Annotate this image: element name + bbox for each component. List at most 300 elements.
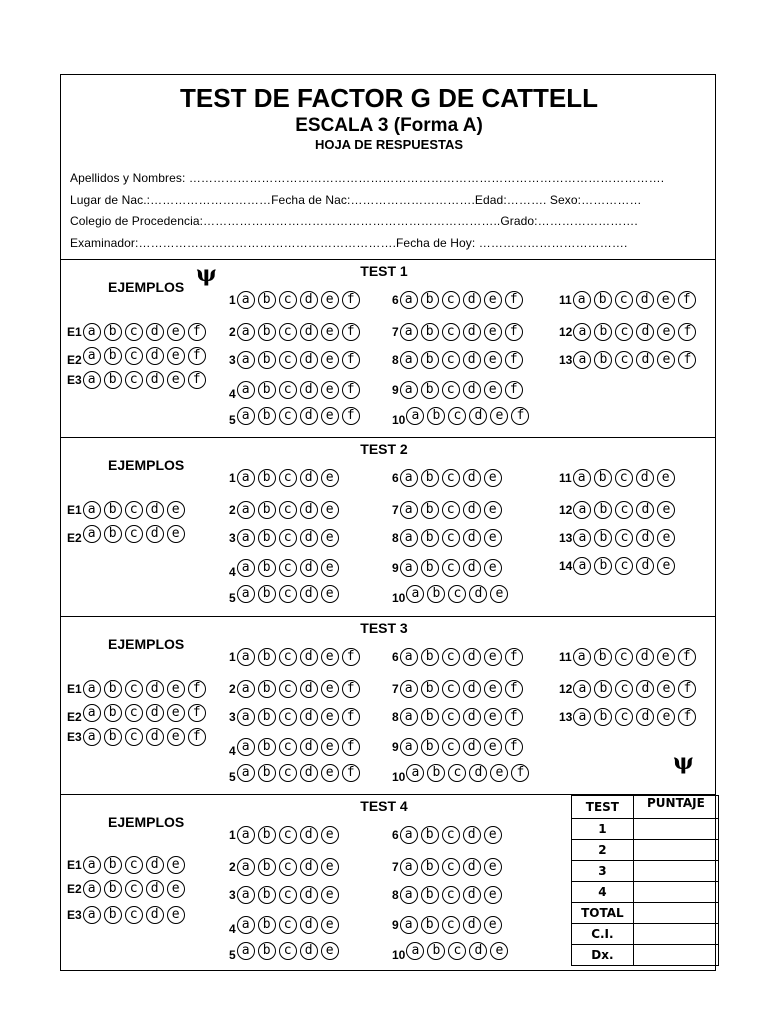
option-bubble[interactable]: e <box>321 826 339 844</box>
option-bubble[interactable]: e <box>490 407 508 425</box>
option-bubble[interactable]: d <box>146 704 164 722</box>
option-bubble[interactable]: b <box>421 559 439 577</box>
option-bubble[interactable]: f <box>342 764 360 782</box>
option-bubble[interactable]: e <box>657 708 675 726</box>
option-bubble[interactable]: e <box>490 585 508 603</box>
option-bubble[interactable]: b <box>594 648 612 666</box>
option-bubble[interactable]: e <box>321 858 339 876</box>
option-bubble[interactable]: c <box>615 680 633 698</box>
option-bubble[interactable]: d <box>146 525 164 543</box>
option-bubble[interactable]: c <box>279 469 297 487</box>
option-bubble[interactable]: d <box>463 738 481 756</box>
option-bubble[interactable]: b <box>421 858 439 876</box>
option-bubble[interactable]: a <box>83 728 101 746</box>
option-bubble[interactable]: e <box>657 469 675 487</box>
option-bubble[interactable]: b <box>258 942 276 960</box>
option-bubble[interactable]: d <box>300 826 318 844</box>
option-bubble[interactable]: c <box>279 559 297 577</box>
option-bubble[interactable]: b <box>258 648 276 666</box>
option-bubble[interactable]: c <box>279 351 297 369</box>
option-bubble[interactable]: e <box>167 501 185 519</box>
option-bubble[interactable]: f <box>342 648 360 666</box>
option-bubble[interactable]: b <box>258 680 276 698</box>
option-bubble[interactable]: c <box>125 680 143 698</box>
option-bubble[interactable]: c <box>615 351 633 369</box>
option-bubble[interactable]: d <box>636 648 654 666</box>
option-bubble[interactable]: a <box>83 371 101 389</box>
option-bubble[interactable]: e <box>484 708 502 726</box>
option-bubble[interactable]: b <box>258 559 276 577</box>
option-bubble[interactable]: b <box>258 323 276 341</box>
option-bubble[interactable]: a <box>400 648 418 666</box>
option-bubble[interactable]: e <box>321 680 339 698</box>
option-bubble[interactable]: a <box>400 501 418 519</box>
option-bubble[interactable]: f <box>678 351 696 369</box>
option-bubble[interactable]: c <box>615 648 633 666</box>
option-bubble[interactable]: e <box>167 680 185 698</box>
option-bubble[interactable]: a <box>400 291 418 309</box>
option-bubble[interactable]: c <box>279 708 297 726</box>
option-bubble[interactable]: b <box>421 381 439 399</box>
option-bubble[interactable]: e <box>484 738 502 756</box>
score-cell[interactable] <box>633 819 718 840</box>
option-bubble[interactable]: d <box>636 351 654 369</box>
option-bubble[interactable]: c <box>442 708 460 726</box>
field-examinador-fecha-hoy[interactable]: Examinador:……………………………………………………….Fecha de Hoy: ………………………………. <box>70 236 628 250</box>
option-bubble[interactable]: d <box>300 323 318 341</box>
option-bubble[interactable]: d <box>463 559 481 577</box>
option-bubble[interactable]: a <box>237 708 255 726</box>
option-bubble[interactable]: d <box>300 708 318 726</box>
option-bubble[interactable]: e <box>490 942 508 960</box>
option-bubble[interactable]: f <box>342 381 360 399</box>
option-bubble[interactable]: f <box>505 323 523 341</box>
option-bubble[interactable]: d <box>463 351 481 369</box>
option-bubble[interactable]: a <box>237 826 255 844</box>
option-bubble[interactable]: c <box>279 501 297 519</box>
option-bubble[interactable]: e <box>321 381 339 399</box>
option-bubble[interactable]: a <box>237 585 255 603</box>
score-cell[interactable] <box>633 882 718 903</box>
option-bubble[interactable]: f <box>678 323 696 341</box>
option-bubble[interactable]: b <box>421 529 439 547</box>
option-bubble[interactable]: f <box>511 764 529 782</box>
option-bubble[interactable]: b <box>594 469 612 487</box>
option-bubble[interactable]: c <box>279 381 297 399</box>
option-bubble[interactable]: f <box>505 381 523 399</box>
option-bubble[interactable]: b <box>104 906 122 924</box>
option-bubble[interactable]: b <box>258 886 276 904</box>
option-bubble[interactable]: f <box>188 371 206 389</box>
option-bubble[interactable]: f <box>505 708 523 726</box>
option-bubble[interactable]: d <box>463 886 481 904</box>
option-bubble[interactable]: c <box>442 559 460 577</box>
option-bubble[interactable]: e <box>321 585 339 603</box>
score-cell[interactable] <box>633 924 718 945</box>
option-bubble[interactable]: c <box>442 501 460 519</box>
option-bubble[interactable]: c <box>442 529 460 547</box>
option-bubble[interactable]: b <box>594 351 612 369</box>
option-bubble[interactable]: d <box>300 942 318 960</box>
option-bubble[interactable]: d <box>146 347 164 365</box>
option-bubble[interactable]: d <box>636 501 654 519</box>
option-bubble[interactable]: a <box>400 381 418 399</box>
option-bubble[interactable]: b <box>594 680 612 698</box>
option-bubble[interactable]: a <box>400 858 418 876</box>
option-bubble[interactable]: a <box>400 916 418 934</box>
option-bubble[interactable]: e <box>484 323 502 341</box>
option-bubble[interactable]: d <box>636 323 654 341</box>
option-bubble[interactable]: e <box>484 381 502 399</box>
option-bubble[interactable]: d <box>300 585 318 603</box>
option-bubble[interactable]: b <box>258 708 276 726</box>
option-bubble[interactable]: c <box>279 323 297 341</box>
option-bubble[interactable]: a <box>573 291 591 309</box>
option-bubble[interactable]: b <box>258 469 276 487</box>
option-bubble[interactable]: e <box>484 916 502 934</box>
option-bubble[interactable]: c <box>279 680 297 698</box>
option-bubble[interactable]: b <box>421 351 439 369</box>
option-bubble[interactable]: c <box>125 906 143 924</box>
option-bubble[interactable]: a <box>400 529 418 547</box>
option-bubble[interactable]: b <box>594 291 612 309</box>
option-bubble[interactable]: e <box>167 728 185 746</box>
option-bubble[interactable]: b <box>421 323 439 341</box>
option-bubble[interactable]: d <box>463 826 481 844</box>
option-bubble[interactable]: e <box>321 323 339 341</box>
option-bubble[interactable]: a <box>83 906 101 924</box>
option-bubble[interactable]: a <box>237 738 255 756</box>
option-bubble[interactable]: f <box>505 738 523 756</box>
option-bubble[interactable]: f <box>678 291 696 309</box>
option-bubble[interactable]: b <box>258 407 276 425</box>
option-bubble[interactable]: a <box>83 323 101 341</box>
option-bubble[interactable]: d <box>300 291 318 309</box>
option-bubble[interactable]: b <box>258 291 276 309</box>
option-bubble[interactable]: e <box>167 704 185 722</box>
option-bubble[interactable]: a <box>237 501 255 519</box>
option-bubble[interactable]: f <box>678 648 696 666</box>
option-bubble[interactable]: a <box>237 351 255 369</box>
option-bubble[interactable]: f <box>342 680 360 698</box>
option-bubble[interactable]: a <box>400 886 418 904</box>
field-colegio-grado[interactable]: Colegio de Procedencia:………………………………………………………………..Grado:……………………. <box>70 214 638 228</box>
field-apellidos-nombres[interactable]: Apellidos y Nombres: ………………………………………………………………………………………………………. <box>70 171 665 185</box>
option-bubble[interactable]: e <box>321 407 339 425</box>
option-bubble[interactable]: a <box>400 708 418 726</box>
option-bubble[interactable]: c <box>279 942 297 960</box>
option-bubble[interactable]: b <box>104 704 122 722</box>
option-bubble[interactable]: e <box>321 648 339 666</box>
option-bubble[interactable]: b <box>104 856 122 874</box>
option-bubble[interactable]: d <box>146 680 164 698</box>
option-bubble[interactable]: a <box>83 347 101 365</box>
option-bubble[interactable]: e <box>321 764 339 782</box>
option-bubble[interactable]: b <box>594 323 612 341</box>
option-bubble[interactable]: b <box>421 648 439 666</box>
option-bubble[interactable]: a <box>83 880 101 898</box>
option-bubble[interactable]: d <box>463 680 481 698</box>
option-bubble[interactable]: a <box>400 469 418 487</box>
option-bubble[interactable]: a <box>237 323 255 341</box>
option-bubble[interactable]: e <box>167 323 185 341</box>
option-bubble[interactable]: d <box>146 906 164 924</box>
option-bubble[interactable]: e <box>657 680 675 698</box>
option-bubble[interactable]: f <box>188 680 206 698</box>
option-bubble[interactable]: c <box>279 738 297 756</box>
option-bubble[interactable]: e <box>167 371 185 389</box>
option-bubble[interactable]: d <box>300 501 318 519</box>
option-bubble[interactable]: c <box>442 826 460 844</box>
option-bubble[interactable]: e <box>321 291 339 309</box>
option-bubble[interactable]: c <box>125 347 143 365</box>
option-bubble[interactable]: a <box>237 680 255 698</box>
option-bubble[interactable]: c <box>615 501 633 519</box>
option-bubble[interactable]: e <box>484 351 502 369</box>
option-bubble[interactable]: a <box>83 704 101 722</box>
score-cell[interactable] <box>633 840 718 861</box>
option-bubble[interactable]: a <box>237 529 255 547</box>
option-bubble[interactable]: a <box>237 858 255 876</box>
option-bubble[interactable]: b <box>594 501 612 519</box>
option-bubble[interactable]: a <box>237 291 255 309</box>
option-bubble[interactable]: a <box>573 501 591 519</box>
option-bubble[interactable]: d <box>463 916 481 934</box>
option-bubble[interactable]: b <box>258 826 276 844</box>
option-bubble[interactable]: b <box>104 680 122 698</box>
option-bubble[interactable]: a <box>573 680 591 698</box>
score-cell[interactable] <box>633 903 718 924</box>
option-bubble[interactable]: f <box>505 291 523 309</box>
option-bubble[interactable]: c <box>279 826 297 844</box>
option-bubble[interactable]: c <box>442 648 460 666</box>
option-bubble[interactable]: e <box>657 529 675 547</box>
option-bubble[interactable]: b <box>104 525 122 543</box>
option-bubble[interactable]: c <box>615 323 633 341</box>
option-bubble[interactable]: a <box>83 680 101 698</box>
option-bubble[interactable]: d <box>300 529 318 547</box>
option-bubble[interactable]: c <box>279 291 297 309</box>
option-bubble[interactable]: c <box>448 407 466 425</box>
option-bubble[interactable]: b <box>421 469 439 487</box>
option-bubble[interactable]: b <box>258 764 276 782</box>
option-bubble[interactable]: c <box>442 858 460 876</box>
option-bubble[interactable]: a <box>400 738 418 756</box>
option-bubble[interactable]: d <box>463 648 481 666</box>
option-bubble[interactable]: e <box>484 648 502 666</box>
option-bubble[interactable]: a <box>573 557 591 575</box>
field-lugar-fecha-edad-sexo[interactable]: Lugar de Nac.:…………………………Fecha de Nac:………………………….Edad:………. Sexo:…………… <box>70 193 642 207</box>
option-bubble[interactable]: a <box>237 942 255 960</box>
option-bubble[interactable]: e <box>321 942 339 960</box>
option-bubble[interactable]: b <box>421 916 439 934</box>
option-bubble[interactable]: b <box>594 708 612 726</box>
option-bubble[interactable]: f <box>188 704 206 722</box>
option-bubble[interactable]: f <box>342 291 360 309</box>
option-bubble[interactable]: b <box>594 529 612 547</box>
option-bubble[interactable]: a <box>406 407 424 425</box>
option-bubble[interactable]: c <box>615 469 633 487</box>
option-bubble[interactable]: c <box>279 764 297 782</box>
option-bubble[interactable]: f <box>188 347 206 365</box>
option-bubble[interactable]: d <box>469 942 487 960</box>
option-bubble[interactable]: c <box>442 351 460 369</box>
option-bubble[interactable]: c <box>125 856 143 874</box>
option-bubble[interactable]: d <box>146 371 164 389</box>
option-bubble[interactable]: a <box>237 381 255 399</box>
option-bubble[interactable]: d <box>636 708 654 726</box>
option-bubble[interactable]: a <box>573 351 591 369</box>
option-bubble[interactable]: d <box>463 708 481 726</box>
option-bubble[interactable]: c <box>615 557 633 575</box>
option-bubble[interactable]: b <box>258 529 276 547</box>
option-bubble[interactable]: d <box>463 291 481 309</box>
option-bubble[interactable]: a <box>400 323 418 341</box>
option-bubble[interactable]: f <box>505 680 523 698</box>
option-bubble[interactable]: d <box>300 559 318 577</box>
option-bubble[interactable]: c <box>615 529 633 547</box>
option-bubble[interactable]: d <box>146 323 164 341</box>
option-bubble[interactable]: a <box>237 886 255 904</box>
option-bubble[interactable]: f <box>505 351 523 369</box>
option-bubble[interactable]: d <box>636 291 654 309</box>
option-bubble[interactable]: f <box>511 407 529 425</box>
option-bubble[interactable]: e <box>167 880 185 898</box>
option-bubble[interactable]: c <box>125 704 143 722</box>
option-bubble[interactable]: e <box>657 291 675 309</box>
option-bubble[interactable]: c <box>442 469 460 487</box>
option-bubble[interactable]: e <box>657 351 675 369</box>
option-bubble[interactable]: e <box>657 648 675 666</box>
option-bubble[interactable]: a <box>406 942 424 960</box>
option-bubble[interactable]: a <box>400 559 418 577</box>
option-bubble[interactable]: a <box>406 764 424 782</box>
option-bubble[interactable]: e <box>321 529 339 547</box>
option-bubble[interactable]: f <box>188 323 206 341</box>
option-bubble[interactable]: f <box>342 708 360 726</box>
option-bubble[interactable]: b <box>258 858 276 876</box>
option-bubble[interactable]: e <box>484 291 502 309</box>
option-bubble[interactable]: e <box>484 469 502 487</box>
option-bubble[interactable]: d <box>469 764 487 782</box>
option-bubble[interactable]: e <box>167 856 185 874</box>
option-bubble[interactable]: d <box>300 738 318 756</box>
option-bubble[interactable]: e <box>321 501 339 519</box>
option-bubble[interactable]: b <box>421 708 439 726</box>
option-bubble[interactable]: b <box>258 738 276 756</box>
option-bubble[interactable]: f <box>342 407 360 425</box>
option-bubble[interactable]: c <box>125 323 143 341</box>
option-bubble[interactable]: b <box>258 501 276 519</box>
option-bubble[interactable]: c <box>279 916 297 934</box>
option-bubble[interactable]: b <box>258 585 276 603</box>
option-bubble[interactable]: d <box>469 585 487 603</box>
option-bubble[interactable]: b <box>427 942 445 960</box>
option-bubble[interactable]: e <box>321 708 339 726</box>
option-bubble[interactable]: e <box>167 347 185 365</box>
option-bubble[interactable]: e <box>657 557 675 575</box>
option-bubble[interactable]: d <box>636 469 654 487</box>
option-bubble[interactable]: e <box>657 501 675 519</box>
option-bubble[interactable]: c <box>279 648 297 666</box>
option-bubble[interactable]: d <box>146 728 164 746</box>
option-bubble[interactable]: c <box>279 858 297 876</box>
option-bubble[interactable]: a <box>400 680 418 698</box>
option-bubble[interactable]: d <box>463 501 481 519</box>
option-bubble[interactable]: c <box>448 764 466 782</box>
option-bubble[interactable]: c <box>125 371 143 389</box>
option-bubble[interactable]: f <box>505 648 523 666</box>
option-bubble[interactable]: b <box>104 371 122 389</box>
option-bubble[interactable]: b <box>427 764 445 782</box>
option-bubble[interactable]: d <box>300 916 318 934</box>
option-bubble[interactable]: f <box>342 738 360 756</box>
option-bubble[interactable]: e <box>321 916 339 934</box>
option-bubble[interactable]: b <box>421 826 439 844</box>
option-bubble[interactable]: d <box>300 469 318 487</box>
option-bubble[interactable]: a <box>573 323 591 341</box>
option-bubble[interactable]: d <box>300 351 318 369</box>
option-bubble[interactable]: b <box>104 323 122 341</box>
option-bubble[interactable]: d <box>300 886 318 904</box>
option-bubble[interactable]: b <box>258 351 276 369</box>
option-bubble[interactable]: b <box>421 501 439 519</box>
option-bubble[interactable]: e <box>484 680 502 698</box>
option-bubble[interactable]: c <box>279 407 297 425</box>
option-bubble[interactable]: c <box>279 529 297 547</box>
option-bubble[interactable]: a <box>83 501 101 519</box>
option-bubble[interactable]: a <box>400 826 418 844</box>
option-bubble[interactable]: f <box>342 323 360 341</box>
option-bubble[interactable]: a <box>573 469 591 487</box>
option-bubble[interactable]: f <box>188 728 206 746</box>
option-bubble[interactable]: c <box>448 942 466 960</box>
option-bubble[interactable]: e <box>484 826 502 844</box>
option-bubble[interactable]: d <box>463 529 481 547</box>
option-bubble[interactable]: a <box>83 856 101 874</box>
option-bubble[interactable]: e <box>167 525 185 543</box>
option-bubble[interactable]: d <box>463 858 481 876</box>
option-bubble[interactable]: b <box>421 291 439 309</box>
option-bubble[interactable]: d <box>636 557 654 575</box>
option-bubble[interactable]: d <box>463 381 481 399</box>
option-bubble[interactable]: a <box>237 648 255 666</box>
option-bubble[interactable]: b <box>427 585 445 603</box>
option-bubble[interactable]: b <box>421 738 439 756</box>
option-bubble[interactable]: c <box>279 585 297 603</box>
option-bubble[interactable]: a <box>83 525 101 543</box>
option-bubble[interactable]: d <box>300 764 318 782</box>
option-bubble[interactable]: b <box>421 886 439 904</box>
option-bubble[interactable]: d <box>300 858 318 876</box>
option-bubble[interactable]: e <box>484 501 502 519</box>
option-bubble[interactable]: a <box>237 764 255 782</box>
option-bubble[interactable]: d <box>463 323 481 341</box>
option-bubble[interactable]: b <box>258 381 276 399</box>
option-bubble[interactable]: c <box>442 738 460 756</box>
option-bubble[interactable]: b <box>594 557 612 575</box>
option-bubble[interactable]: d <box>300 381 318 399</box>
score-cell[interactable] <box>633 945 718 966</box>
option-bubble[interactable]: a <box>237 407 255 425</box>
option-bubble[interactable]: a <box>237 559 255 577</box>
option-bubble[interactable]: c <box>279 886 297 904</box>
option-bubble[interactable]: d <box>636 529 654 547</box>
option-bubble[interactable]: b <box>421 680 439 698</box>
option-bubble[interactable]: c <box>125 728 143 746</box>
option-bubble[interactable]: b <box>427 407 445 425</box>
option-bubble[interactable]: e <box>167 906 185 924</box>
